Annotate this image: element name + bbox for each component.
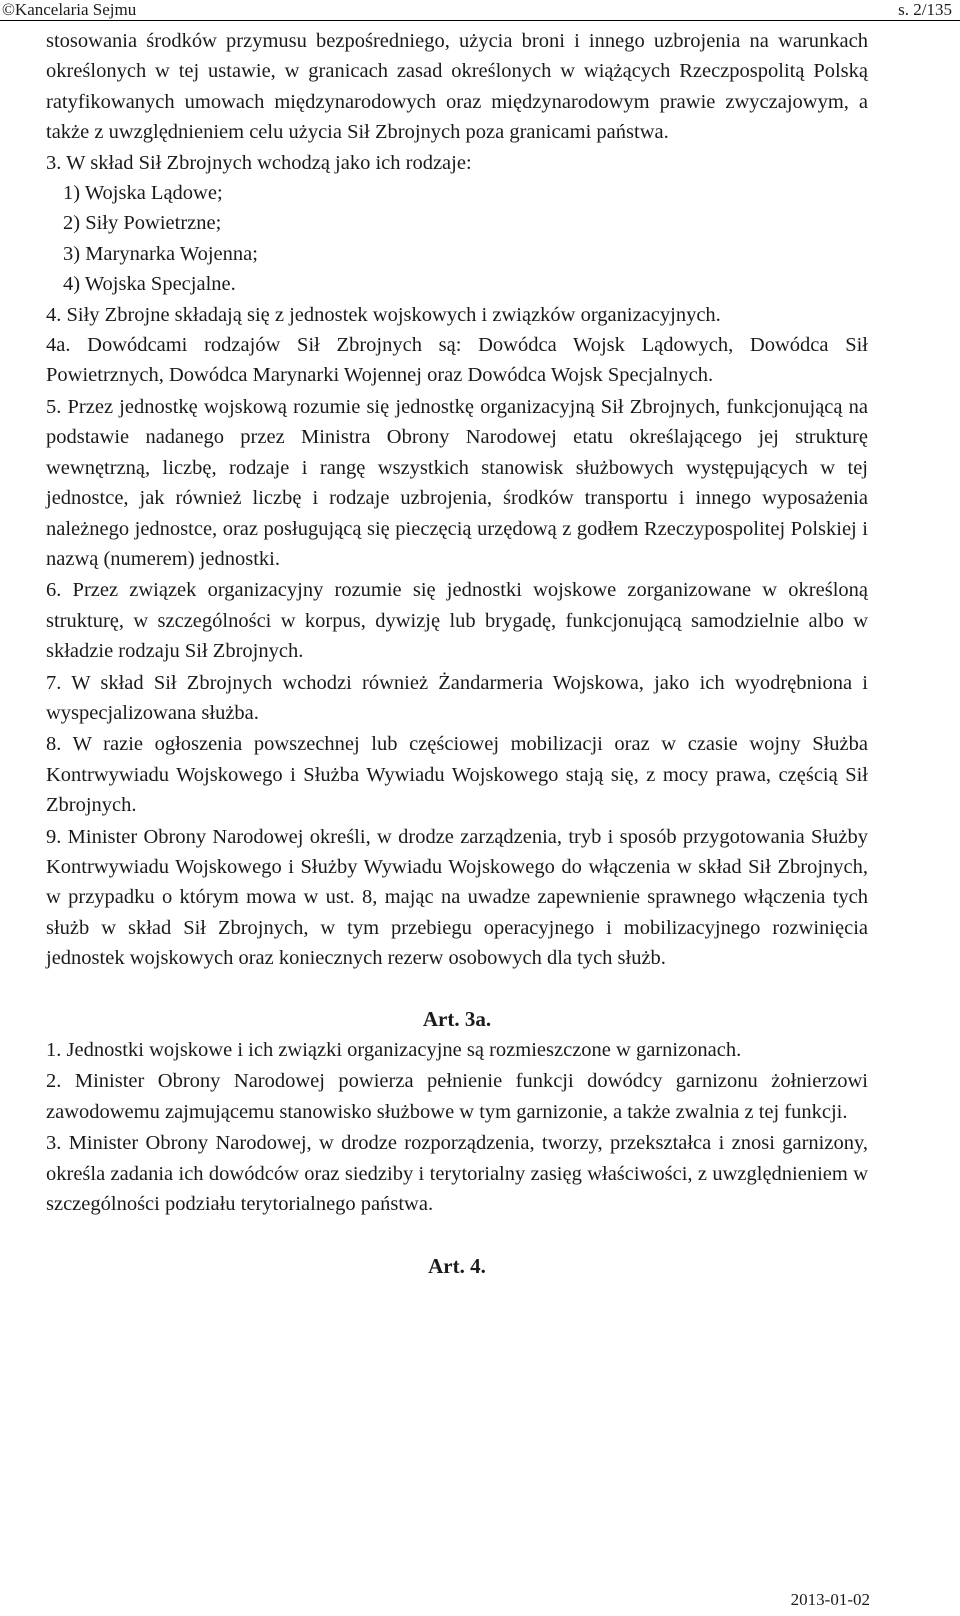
paragraph-4: 4. Siły Zbrojne składają się z jednostek wojskowych i związków organizacyjnych. <box>46 303 721 326</box>
list-item-2: 2) Siły Powietrzne; <box>63 212 222 235</box>
paragraph-continuation: stosowania środków przymusu bezpośredniego, użycia broni i innego uzbrojenia na warunkach określonych w tej ustawie, w granicach zasad określonych w wiążących Rzeczpospolitą Polską ratyfikowanych umowach międzynarodowych oraz międzynarodowym prawie zwyczajowym, a także z uwzględnieniem celu użycia Sił Zbrojnych poza granicami państwa. <box>46 30 868 144</box>
paragraph-5: 5. Przez jednostkę wojskową rozumie się jednostkę organizacyjną Sił Zbrojnych, funkcjonującą na podstawie nadanego przez Ministra Obrony Narodowej etatu określającego jej strukturę wewnętrzną, liczbę, rodzaje i rangę wszystkich stanowisk służbowych występujących w tej jednostce, jak również liczbę i rodzaje uzbrojenia, środków transportu i innego wyposażenia należnego jednostce, oraz posługującą się pieczęcią urzędową z godłem Rzeczypospolitej Polskiej i nazwą (numerem) jednostki. <box>46 395 868 570</box>
header-rule <box>0 20 960 21</box>
paragraph-7: 7. W skład Sił Zbrojnych wchodzi również Żandarmeria Wojskowa, jako ich wyodrębniona i wyspecjalizowana służba. <box>46 671 868 724</box>
paragraph-4a: 4a. Dowódcami rodzajów Sił Zbrojnych są: Dowódca Wojsk Lądowych, Dowódca Sił Powietrznych, Dowódca Marynarki Wojennej oraz Dowódca Wojsk Specjalnych. <box>46 334 868 387</box>
article-3a-paragraph-3: 3. Minister Obrony Narodowej, w drodze rozporządzenia, tworzy, przekształca i znosi garnizony, określa zadania ich dowódców oraz siedziby i terytorialny zasięg właściwości, z uwzględnieniem w szczególności podziału terytorialnego państwa. <box>46 1132 868 1216</box>
list-item-1: 1) Wojska Lądowe; <box>63 182 223 205</box>
article-3a-paragraph-1: 1. Jednostki wojskowe i ich związki organizacyjne są rozmieszczone w garnizonach. <box>46 1039 742 1061</box>
paragraph-3: 3. W skład Sił Zbrojnych wchodzą jako ich rodzaje: <box>46 151 472 174</box>
page-header <box>0 0 960 20</box>
list-item-4: 4) Wojska Specjalne. <box>63 273 236 296</box>
paragraph-8: 8. W razie ogłoszenia powszechnej lub częściowej mobilizacji oraz w czasie wojny Służba Kontrwywiadu Wojskowego i Służba Wywiadu Wojskowego stają się, z mocy prawa, częścią Sił Zbrojnych. <box>46 733 868 817</box>
article-3a-title: Art. 3a. <box>422 1006 492 1031</box>
document-body <box>46 26 868 1282</box>
paragraph-9: 9. Minister Obrony Narodowej określi, w drodze zarządzenia, tryb i sposób przygotowania Służby Kontrwywiadu Wojskowego i Służby Wywiadu Wojskowego do włączenia w skład Sił Zbrojnych, w przypadku o którym mowa w ust. 8, mając na uwadze zapewnienie sprawnego włączenia tych służb w skład Sił Zbrojnych, w tym przebiegu operacyjnego i mobilizacyjnego rozwinięcia jednostek wojskowych oraz koniecznych rezerw osobowych dla tych służb. <box>46 825 868 970</box>
list-item-3: 3) Marynarka Wojenna; <box>63 242 258 265</box>
article-3a-paragraph-2: 2. Minister Obrony Narodowej powierza pełnienie funkcji dowódcy garnizonu żołnierzowi zawodowemu zajmującemu stanowisko służbowe w tym garnizonie, a także zwalnia z tej funkcji. <box>46 1070 868 1123</box>
document-date: 2013-01-02 <box>790 1590 870 1609</box>
page-number: s. 2/135 <box>898 0 952 19</box>
copyright-notice: ©Kancelaria Sejmu <box>2 0 137 19</box>
paragraph-6: 6. Przez związek organizacyjny rozumie się jednostki wojskowe zorganizowane w określoną strukturę, w szczególności w korpus, dywizję lub brygadę, funkcjonującą samodzielnie albo w składzie rodzaju Sił Zbrojnych. <box>46 579 868 663</box>
article-4-title: Art. 4. <box>428 1254 486 1279</box>
